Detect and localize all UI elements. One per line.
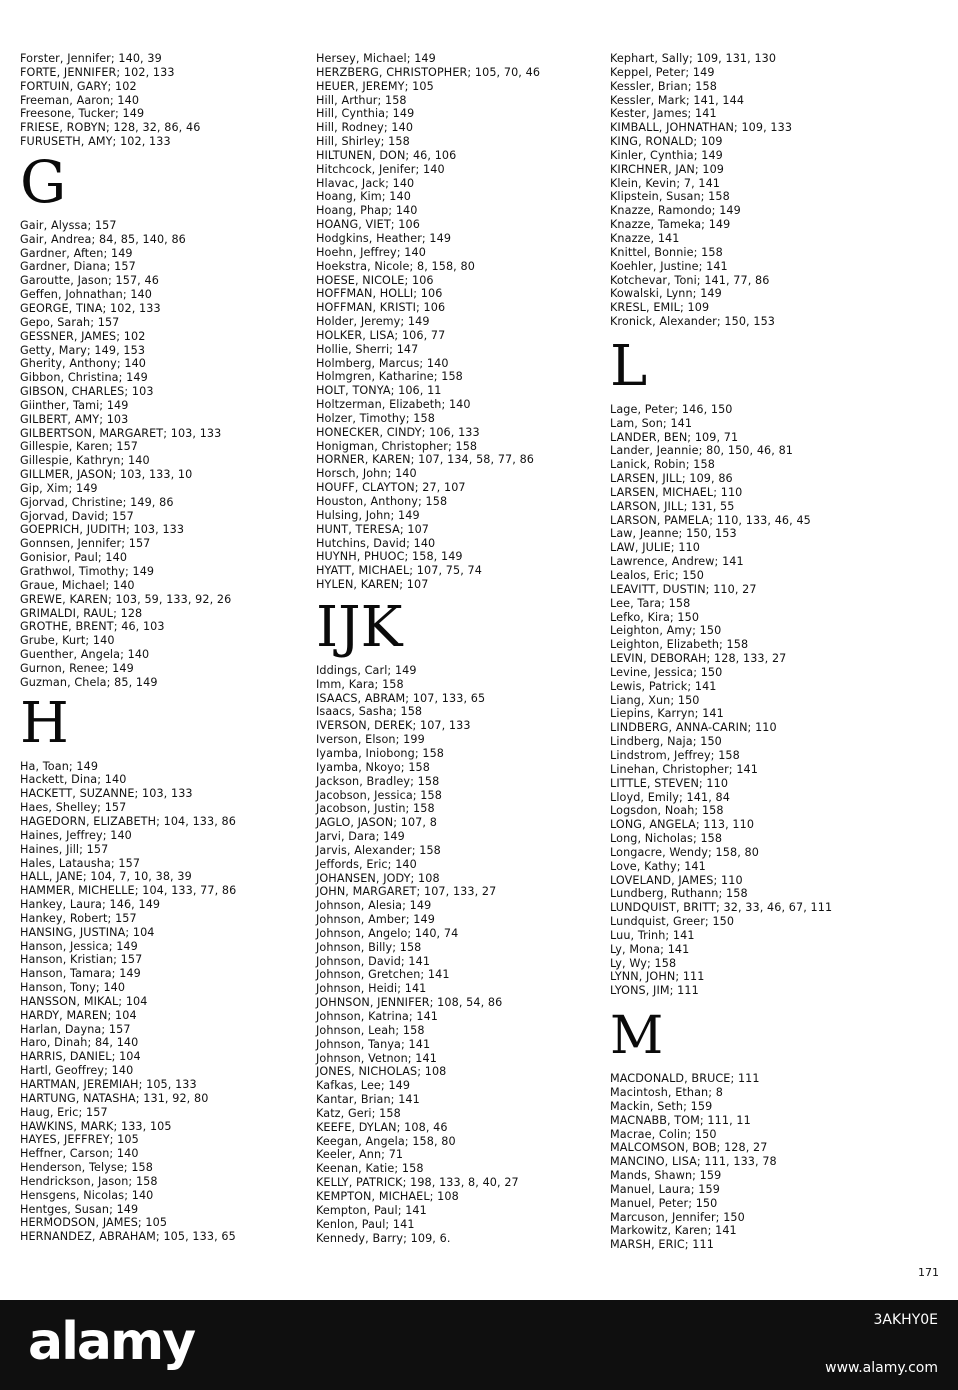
index-entry: Hutchins, David; 140 — [316, 536, 436, 550]
index-entry: KING, RONALD; 109 — [610, 135, 723, 149]
index-entry: JAGLO, JASON; 107, 8 — [316, 816, 437, 830]
index-entry: Jarvis, Alexander; 158 — [316, 843, 441, 857]
index-entry: Johnson, David; 141 — [316, 954, 431, 968]
index-entry: Horsch, John; 140 — [316, 467, 417, 481]
index-entry: Henderson, Telyse; 158 — [20, 1161, 153, 1175]
index-entry: Gherity, Anthony; 140 — [20, 357, 147, 371]
index-entry: GEORGE, TINA; 102, 133 — [20, 301, 161, 315]
watermark-footer-bar — [0, 1300, 958, 1390]
index-entry: Haug, Eric; 157 — [20, 1105, 108, 1119]
index-entry: Garoutte, Jason; 157, 46 — [20, 274, 159, 288]
index-entry: KIRCHNER, JAN; 109 — [610, 162, 725, 176]
index-entry: LEAVITT, DUSTIN; 110, 27 — [610, 582, 757, 596]
index-entry: Johnson, Billy; 158 — [316, 940, 422, 954]
index-entry: LARSEN, JILL; 109, 86 — [610, 472, 733, 486]
section-letter: G — [20, 147, 67, 216]
index-entry: LYNN, JOHN; 111 — [610, 970, 705, 984]
index-entry: Gjorvad, Christine; 149, 86 — [20, 495, 174, 509]
section-letter: L — [610, 333, 648, 399]
index-entry: LINDBERG, ANNA-CARIN; 110 — [610, 721, 777, 735]
index-entry: Holzer, Timothy; 158 — [316, 411, 435, 425]
index-entry: Forster, Jennifer; 140, 39 — [20, 52, 162, 65]
index-entry: Iyamba, Nkoyo; 158 — [316, 760, 430, 774]
index-entry: Knazze, Ramondo; 149 — [610, 204, 741, 218]
index-entry: Gepo, Sarah; 157 — [20, 315, 120, 329]
index-entry: Katz, Geri; 158 — [316, 1106, 401, 1120]
page-number: 171 — [918, 1266, 939, 1279]
index-entry: Liepins, Karryn; 141 — [610, 707, 724, 721]
index-entry: Heffner, Carson; 140 — [20, 1147, 139, 1161]
index-entry: Kowalski, Lynn; 149 — [610, 287, 722, 301]
index-entry: Hodgkins, Heather; 149 — [316, 231, 452, 245]
index-entry: Law, Jeanne; 150, 153 — [610, 527, 737, 541]
index-entry: Haro, Dinah; 84, 140 — [20, 1036, 139, 1050]
index-entry: HOLT, TONYA; 106, 11 — [316, 384, 442, 398]
index-entry: KEEFE, DYLAN; 108, 46 — [316, 1120, 448, 1134]
index-entry: Mackin, Seth; 159 — [610, 1099, 713, 1113]
name-list — [610, 403, 900, 998]
index-entry: LAW, JULIE; 110 — [610, 541, 700, 555]
index-entry: Gillespie, Karen; 157 — [20, 440, 139, 454]
index-entry: HARTMAN, JEREMIAH; 105, 133 — [20, 1078, 197, 1091]
index-entry: Love, Kathy; 141 — [610, 859, 706, 873]
index-entry: Holmberg, Marcus; 140 — [316, 356, 449, 370]
index-entry: Iverson, Elson; 199 — [316, 733, 425, 747]
name-list — [316, 664, 606, 1245]
index-entry: Hitchcock, Jenifer; 140 — [316, 162, 445, 176]
index-entry: Haines, Jill; 157 — [20, 842, 109, 856]
index-entry: Hendrickson, Jason; 158 — [20, 1174, 158, 1188]
index-entry: Hill, Shirley; 158 — [316, 135, 410, 149]
index-entry: KEMPTON, MICHAEL; 108 — [316, 1189, 459, 1203]
index-entry: JONES, NICHOLAS; 108 — [316, 1065, 447, 1079]
index-entry: Lindberg, Naja; 150 — [610, 735, 722, 749]
index-entry: Hanson, Jessica; 149 — [20, 939, 138, 953]
index-entry: HOFFMAN, KRISTI; 106 — [316, 301, 446, 315]
site-url: www.alamy.com — [825, 1360, 938, 1376]
index-entry: Gonnsen, Jennifer; 157 — [20, 537, 151, 551]
index-entry: KIMBALL, JOHNATHAN; 109, 133 — [610, 121, 793, 135]
index-entry: HOUFF, CLAYTON; 27, 107 — [316, 481, 466, 495]
index-entry: Hackett, Dina; 140 — [20, 773, 127, 787]
index-entry: Markowitz, Karen; 141 — [610, 1224, 737, 1238]
index-entry: Guenther, Angela; 140 — [20, 648, 150, 662]
index-entry: Lindstrom, Jeffrey; 158 — [610, 748, 740, 762]
index-entry: Kephart, Sally; 109, 131, 130 — [610, 52, 777, 65]
index-entry: Gardner, Diana; 157 — [20, 260, 136, 274]
index-entry: Houston, Anthony; 158 — [316, 495, 448, 508]
index-entry: HYLEN, KAREN; 107 — [316, 578, 429, 592]
index-entry: Keenan, Katie; 158 — [316, 1162, 424, 1176]
section-letter: M — [610, 1006, 664, 1067]
index-entry: Imm, Kara; 158 — [316, 677, 404, 691]
index-entry: FURUSETH, AMY; 102, 133 — [20, 135, 171, 149]
index-entry: Grube, Kurt; 140 — [20, 634, 115, 648]
index-entry: Ha, Toan; 149 — [20, 759, 99, 773]
index-entry: Johnson, Heidi; 141 — [316, 982, 427, 996]
index-entry: HERZBERG, CHRISTOPHER; 105, 70, 46 — [316, 65, 541, 79]
index-entry: JOHN, MARGARET; 107, 133, 27 — [316, 885, 497, 899]
index-entry: Jeffords, Eric; 140 — [316, 857, 417, 871]
index-entry: Jacobson, Jessica; 158 — [316, 788, 442, 802]
index-entry: LONG, ANGELA; 113, 110 — [610, 818, 755, 832]
index-entry: Lloyd, Emily; 141, 84 — [610, 790, 730, 804]
index-entry: Harlan, Dayna; 157 — [20, 1022, 131, 1036]
index-entry: Levine, Jessica; 150 — [610, 665, 723, 679]
index-entry: Marcuson, Jennifer; 150 — [610, 1210, 745, 1224]
index-entry: Hulsing, John; 149 — [316, 508, 420, 522]
index-entry: Kempton, Paul; 141 — [316, 1203, 427, 1217]
index-entry: Macrae, Colin; 150 — [610, 1127, 717, 1141]
index-entry: Jarvi, Dara; 149 — [316, 830, 405, 844]
index-entry: Gibbon, Christina; 149 — [20, 371, 148, 385]
name-list — [20, 760, 310, 1245]
image-reference: 3AKHY0E — [873, 1312, 938, 1328]
index-entry: Giinther, Tami; 149 — [20, 398, 129, 412]
name-list — [316, 52, 606, 592]
index-entry: Haes, Shelley; 157 — [20, 801, 127, 815]
index-entry: Liang, Xun; 150 — [610, 693, 700, 707]
index-entry: KELLY, PATRICK; 198, 133, 8, 40, 27 — [316, 1176, 519, 1190]
index-column-3 — [610, 52, 900, 1252]
index-entry: Klein, Kevin; 7, 141 — [610, 176, 721, 190]
index-entry: Manuel, Laura; 159 — [610, 1182, 720, 1196]
index-entry: Holder, Jeremy; 149 — [316, 315, 430, 329]
index-entry: Keegan, Angela; 158, 80 — [316, 1134, 456, 1148]
index-entry: Hersey, Michael; 149 — [316, 52, 436, 65]
index-entry: Johnson, Tanya; 141 — [316, 1037, 431, 1051]
index-entry: LEVIN, DEBORAH; 128, 133, 27 — [610, 652, 787, 666]
index-entry: GIBSON, CHARLES; 103 — [20, 385, 154, 399]
index-entry: Luu, Trinh; 141 — [610, 928, 695, 942]
index-entry: Johnson, Alesia; 149 — [316, 899, 432, 913]
index-entry: GILLMER, JASON; 103, 133, 10 — [20, 468, 193, 482]
index-entry: LARSON, PAMELA; 110, 133, 46, 45 — [610, 513, 811, 527]
index-entry: FORTUIN, GARY; 102 — [20, 79, 137, 93]
index-entry: HILTUNEN, DON; 46, 106 — [316, 148, 457, 162]
index-entry: Hales, Latausha; 157 — [20, 856, 141, 870]
index-entry: Jacobson, Justin; 158 — [316, 802, 435, 816]
index-entry: Kronick, Alexander; 150, 153 — [610, 315, 776, 329]
index-entry: MALCOMSON, BOB; 128, 27 — [610, 1141, 768, 1155]
index-entry: GREWE, KAREN; 103, 59, 133, 92, 26 — [20, 592, 232, 606]
index-entry: HAYES, JEFFREY; 105 — [20, 1133, 139, 1147]
index-entry: Long, Nicholas; 158 — [610, 832, 723, 846]
index-entry: Logsdon, Noah; 158 — [610, 804, 724, 818]
index-entry: Hoehn, Jeffrey; 140 — [316, 245, 426, 259]
index-entry: Hanson, Tony; 140 — [20, 981, 126, 995]
index-entry: Hartl, Geoffrey; 140 — [20, 1064, 134, 1078]
index-entry: Kafkas, Lee; 149 — [316, 1079, 411, 1093]
index-entry: LANDER, BEN; 109, 71 — [610, 430, 739, 444]
index-entry: HERMODSON, JAMES; 105 — [20, 1216, 168, 1230]
index-entry: Geffen, Johnathan; 140 — [20, 288, 152, 302]
index-entry: HOESE, NICOLE; 106 — [316, 273, 434, 287]
index-entry: Hoang, Phap; 140 — [316, 204, 418, 218]
index-entry: Linehan, Christopher; 141 — [610, 762, 758, 776]
section-letter: H — [20, 690, 69, 756]
index-entry: LUNDQUIST, BRITT; 32, 33, 46, 67, 111 — [610, 901, 833, 915]
index-entry: Ly, Wy; 158 — [610, 956, 677, 970]
index-entry: KRESL, EMIL; 109 — [610, 301, 710, 315]
index-entry: Iddings, Carl; 149 — [316, 663, 417, 677]
index-entry: Hensgens, Nicolas; 140 — [20, 1188, 154, 1202]
index-entry: MACNABB, TOM; 111, 11 — [610, 1113, 751, 1127]
index-entry: MARSH, ERIC; 111 — [610, 1238, 714, 1252]
index-entry: Longacre, Wendy; 158, 80 — [610, 845, 759, 859]
index-entry: Guzman, Chela; 85, 149 — [20, 675, 158, 689]
index-entry: HOFFMAN, HOLLI; 106 — [316, 287, 443, 301]
index-entry: Gjorvad, David; 157 — [20, 509, 134, 523]
index-entry: Jackson, Bradley; 158 — [316, 774, 440, 788]
index-entry: HUNT, TERESA; 107 — [316, 522, 430, 536]
index-entry: HARTUNG, NATASHA; 131, 92, 80 — [20, 1091, 209, 1105]
index-entry: LARSON, JILL; 131, 55 — [610, 499, 735, 513]
index-entry: Knazze, 141 — [610, 231, 680, 245]
index-entry: Knittel, Bonnie; 158 — [610, 245, 723, 259]
index-entry: Gillespie, Kathryn; 140 — [20, 454, 150, 468]
index-entry: Ly, Mona; 141 — [610, 942, 690, 956]
index-entry: Kinler, Cynthia; 149 — [610, 148, 723, 162]
index-entry: HARRIS, DANIEL; 104 — [20, 1050, 141, 1064]
index-entry: Keeler, Ann; 71 — [316, 1148, 404, 1162]
index-entry: Manuel, Peter; 150 — [610, 1196, 718, 1210]
index-entry: HONECKER, CINDY; 106, 133 — [316, 425, 480, 439]
index-entry: Lealos, Eric; 150 — [610, 569, 704, 582]
index-entry: HANSING, JUSTINA; 104 — [20, 925, 155, 939]
index-entry: Kantar, Brian; 141 — [316, 1093, 420, 1107]
index-entry: HACKETT, SUZANNE; 103, 133 — [20, 787, 193, 801]
index-entry: GILBERTSON, MARGARET; 103, 133 — [20, 426, 222, 440]
index-entry: Lewis, Patrick; 141 — [610, 679, 717, 693]
index-entry: JOHNSON, JENNIFER; 108, 54, 86 — [316, 996, 503, 1010]
index-entry: Klipstein, Susan; 158 — [610, 190, 730, 204]
index-entry: Gurnon, Renee; 149 — [20, 661, 134, 675]
index-entry: Johnson, Vetnon; 141 — [316, 1051, 437, 1065]
index-entry: Kessler, Mark; 141, 144 — [610, 93, 745, 107]
index-entry: Gair, Andrea; 84, 85, 140, 86 — [20, 232, 186, 246]
index-entry: Gonisior, Paul; 140 — [20, 551, 128, 565]
index-entry: Hankey, Robert; 157 — [20, 911, 137, 925]
index-entry: HORNER, KAREN; 107, 134, 58, 77, 86 — [316, 453, 535, 467]
index-entry: Lee, Tara; 158 — [610, 596, 691, 610]
index-entry: IVERSON, DEREK; 107, 133 — [316, 719, 471, 733]
index-entry: FRIESE, ROBYN; 128, 32, 86, 46 — [20, 121, 201, 135]
index-entry: HANSSON, MIKAL; 104 — [20, 994, 148, 1008]
index-entry: Keppel, Peter; 149 — [610, 65, 715, 79]
index-entry: Hlavac, Jack; 140 — [316, 176, 415, 190]
index-entry: Johnson, Gretchen; 141 — [316, 968, 450, 982]
index-entry: Lanick, Robin; 158 — [610, 458, 715, 472]
index-entry: Leighton, Elizabeth; 158 — [610, 638, 749, 652]
name-list — [20, 52, 310, 149]
index-entry: LARSEN, MICHAEL; 110 — [610, 485, 743, 499]
index-entry: GOEPRICH, JUDITH; 103, 133 — [20, 523, 185, 537]
index-entry: Hoekstra, Nicole; 8, 158, 80 — [316, 259, 475, 273]
index-entry: Kester, James; 141 — [610, 107, 717, 121]
index-entry: MACDONALD, BRUCE; 111 — [610, 1072, 760, 1086]
index-entry: Kennedy, Barry; 109, 6. — [316, 1231, 451, 1245]
index-entry: LYONS, JIM; 111 — [610, 984, 699, 998]
index-entry: Gardner, Aften; 149 — [20, 246, 133, 260]
index-entry: Hankey, Laura; 146, 149 — [20, 898, 161, 912]
index-entry: HAMMER, MICHELLE; 104, 133, 77, 86 — [20, 884, 237, 898]
index-entry: Lander, Jeannie; 80, 150, 46, 81 — [610, 444, 794, 458]
index-entry: HEUER, JEREMY; 105 — [316, 79, 434, 93]
index-entry: HERNANDEZ, ABRAHAM; 105, 133, 65 — [20, 1230, 236, 1244]
index-entry: FORTE, JENNIFER; 102, 133 — [20, 65, 175, 79]
index-entry: Knazze, Tameka; 149 — [610, 218, 731, 232]
index-entry: Lefko, Kira; 150 — [610, 610, 700, 624]
name-list — [20, 219, 310, 690]
section-letter: IJK — [316, 594, 403, 660]
index-entry: Johnson, Angelo; 140, 74 — [316, 926, 459, 940]
index-entry: Hill, Rodney; 140 — [316, 121, 414, 135]
index-entry: Iyamba, Iniobong; 158 — [316, 746, 445, 760]
index-entry: Kotchevar, Toni; 141, 77, 86 — [610, 273, 770, 287]
index-entry: HALL, JANE; 104, 7, 10, 38, 39 — [20, 870, 192, 884]
index-entry: MANCINO, LISA; 111, 133, 78 — [610, 1155, 777, 1169]
index-entry: Hollie, Sherri; 147 — [316, 342, 419, 356]
index-column-2 — [316, 52, 606, 1245]
index-entry: Lundquist, Greer; 150 — [610, 915, 735, 929]
index-entry: Lage, Peter; 146, 150 — [610, 402, 733, 416]
index-entry: JOHANSEN, JODY; 108 — [316, 871, 440, 885]
index-entry: Gair, Alyssa; 157 — [20, 218, 117, 232]
index-entry: Lam, Son; 141 — [610, 416, 693, 430]
index-entry: HAGEDORN, ELIZABETH; 104, 133, 86 — [20, 814, 236, 828]
index-entry: Honigman, Christopher; 158 — [316, 439, 478, 453]
index-entry: Hoang, Kim; 140 — [316, 190, 411, 204]
index-entry: Johnson, Amber; 149 — [316, 913, 435, 927]
index-entry: Graue, Michael; 140 — [20, 578, 135, 592]
index-entry: Hanson, Kristian; 157 — [20, 953, 143, 967]
name-list — [610, 52, 900, 329]
brand-logo: alamy — [28, 1312, 195, 1372]
index-entry: Hill, Arthur; 158 — [316, 93, 407, 107]
index-entry: Kenlon, Paul; 141 — [316, 1217, 415, 1231]
index-entry: Getty, Mary; 149, 153 — [20, 343, 146, 357]
index-entry: LOVELAND, JAMES; 110 — [610, 873, 743, 887]
index-entry: Holtzerman, Elizabeth; 140 — [316, 398, 471, 412]
index-entry: Johnson, Leah; 158 — [316, 1023, 425, 1037]
index-entry: Isaacs, Sasha; 158 — [316, 705, 423, 719]
index-entry: Macintosh, Ethan; 8 — [610, 1086, 723, 1099]
index-entry: HUYNH, PHUOC; 158, 149 — [316, 550, 463, 564]
index-entry: Gip, Xim; 149 — [20, 481, 98, 495]
index-entry: Grathwol, Timothy; 149 — [20, 565, 155, 578]
index-entry: Freesone, Tucker; 149 — [20, 107, 145, 121]
index-entry: Freeman, Aaron; 140 — [20, 93, 140, 107]
index-entry: HOLKER, LISA; 106, 77 — [316, 328, 446, 342]
index-entry: Lundberg, Ruthann; 158 — [610, 887, 748, 901]
index-column-1 — [20, 52, 310, 1244]
index-entry: Koehler, Justine; 141 — [610, 259, 728, 273]
name-list — [610, 1072, 900, 1252]
index-entry: Lawrence, Andrew; 141 — [610, 555, 744, 569]
index-entry: GILBERT, AMY; 103 — [20, 412, 129, 426]
index-entry: HOANG, VIET; 106 — [316, 218, 420, 232]
index-entry: LITTLE, STEVEN; 110 — [610, 776, 729, 790]
index-entry: HAWKINS, MARK; 133, 105 — [20, 1119, 172, 1133]
index-entry: HYATT, MICHAEL; 107, 75, 74 — [316, 564, 482, 578]
index-entry: Kessler, Brian; 158 — [610, 79, 717, 93]
index-entry: Hill, Cynthia; 149 — [316, 107, 415, 121]
index-entry: GRIMALDI, RAUL; 128 — [20, 606, 143, 620]
index-entry: Mands, Shawn; 159 — [610, 1169, 722, 1183]
index-entry: GROTHE, BRENT; 46, 103 — [20, 620, 165, 634]
index-entry: Leighton, Amy; 150 — [610, 624, 722, 638]
index-entry: HARDY, MAREN; 104 — [20, 1008, 137, 1022]
index-entry: ISAACS, ABRAM; 107, 133, 65 — [316, 691, 486, 705]
index-entry: Haines, Jeffrey; 140 — [20, 828, 132, 842]
index-entry: Johnson, Katrina; 141 — [316, 1010, 439, 1023]
index-entry: Hanson, Tamara; 149 — [20, 967, 141, 981]
index-entry: Holmgren, Katharine; 158 — [316, 370, 463, 384]
index-entry: GESSNER, JAMES; 102 — [20, 329, 146, 343]
index-entry: Hentges, Susan; 149 — [20, 1202, 139, 1216]
